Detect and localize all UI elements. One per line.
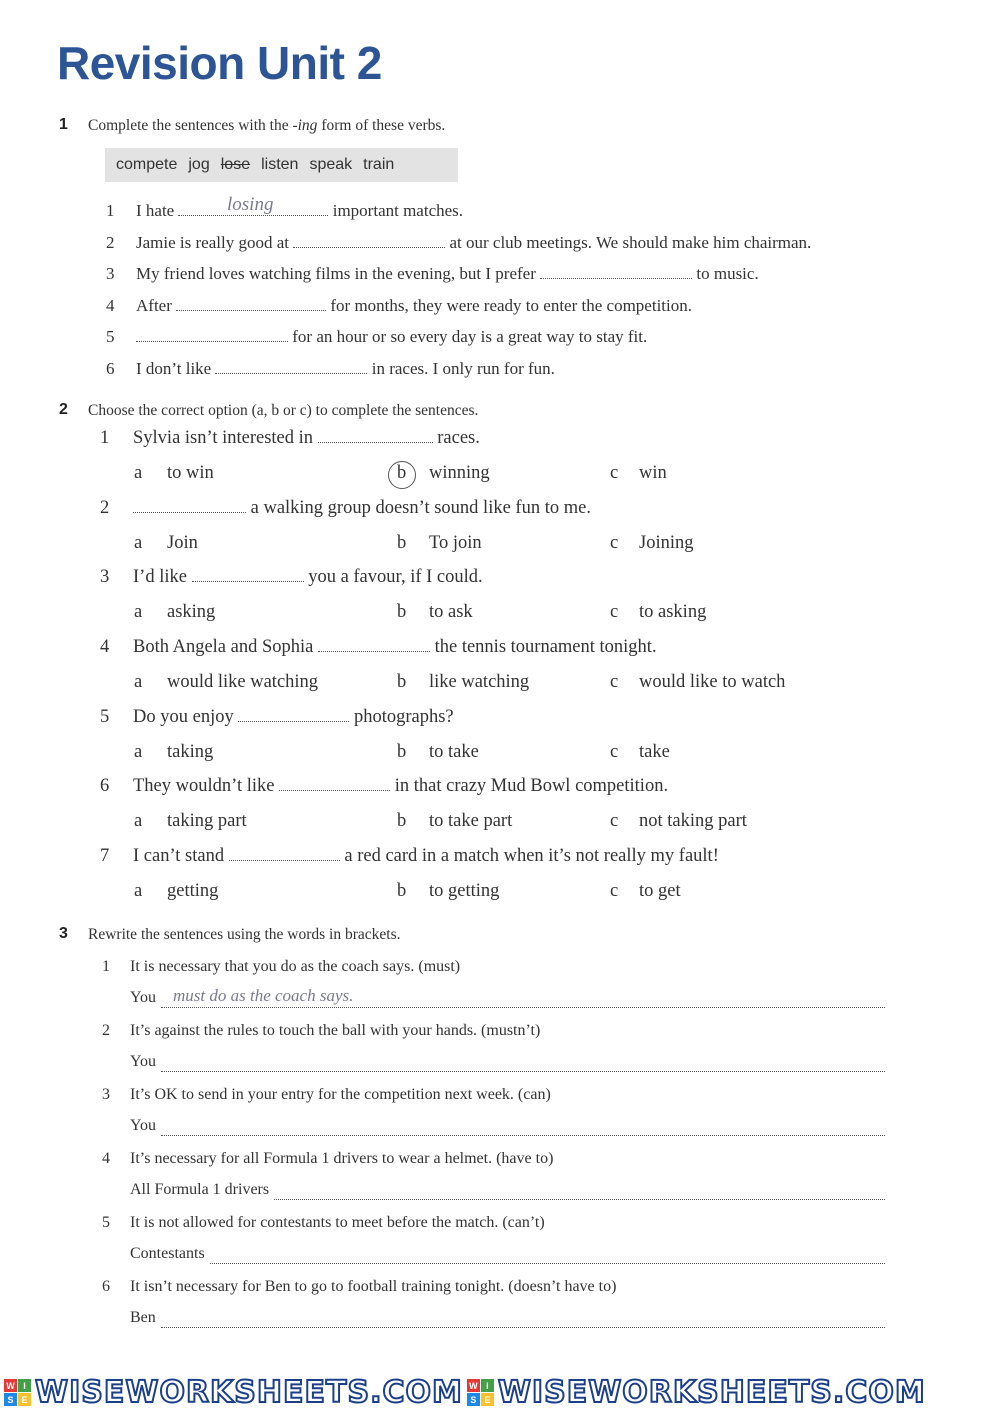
option-letter-c[interactable]: c — [610, 533, 619, 553]
answer-blank[interactable] — [161, 1309, 885, 1328]
page-title: Revision Unit 2 — [57, 37, 382, 89]
item-text: Both Angela and Sophia — [133, 637, 314, 657]
ex3-item-6 — [102, 1278, 616, 1296]
exercise-3-number: 3 — [59, 925, 68, 942]
item-text: I’d like — [133, 567, 187, 587]
option-letter-b[interactable]: b — [397, 533, 407, 553]
item-sentence: It isn’t necessary for Ben to go to football training tonight. (doesn’t have to) — [130, 1278, 617, 1295]
item-text: important matches. — [332, 201, 464, 220]
logo-block: W — [4, 1379, 17, 1392]
watermark-logo-2 — [467, 1375, 926, 1410]
ex2-item-6 — [100, 776, 668, 797]
answer-blank[interactable] — [318, 650, 430, 652]
option-letter-b[interactable]: b — [397, 881, 407, 901]
logo-block: E — [481, 1393, 494, 1406]
option-b-text[interactable]: like watching — [429, 672, 530, 692]
logo-block: S — [467, 1393, 480, 1406]
instruction-text: Complete the sentences with the — [88, 117, 293, 134]
item-text: After — [136, 296, 172, 315]
item-number: 5 — [102, 1214, 110, 1231]
option-a-text[interactable]: would like watching — [167, 672, 319, 692]
answer-blank[interactable] — [161, 1117, 885, 1136]
instruction-ing: -ing — [292, 117, 318, 134]
ex1-item-2 — [106, 233, 811, 253]
item-number: 1 — [102, 958, 110, 975]
option-a-text[interactable]: Join — [167, 533, 198, 553]
option-letter-a[interactable]: a — [134, 742, 143, 762]
answer-blank[interactable] — [133, 511, 246, 513]
option-b-text[interactable]: to take part — [429, 811, 513, 831]
option-b-text[interactable]: winning — [429, 463, 490, 483]
ex3-item-4 — [102, 1150, 553, 1168]
option-letter-c[interactable]: c — [610, 742, 619, 762]
exercise-2-number: 2 — [59, 401, 68, 418]
item-sentence: It’s necessary for all Formula 1 drivers to wear a helmet. (have to) — [130, 1150, 554, 1167]
item-text: for an hour or so every day is a great way to stay fit. — [292, 327, 648, 346]
item-number: 6 — [102, 1278, 110, 1295]
answer-blank[interactable] — [161, 1053, 885, 1072]
option-a-text[interactable]: getting — [167, 881, 219, 901]
exercise-2-instruction: Choose the correct option (a, b or c) to complete the sentences. — [88, 402, 479, 419]
ex3-item-3 — [102, 1086, 551, 1104]
item-text: I don’t like — [136, 359, 212, 378]
answer-blank[interactable] — [318, 441, 433, 443]
item-sentence: It’s OK to send in your entry for the competition next week. (can) — [130, 1086, 551, 1103]
option-letter-a[interactable]: a — [134, 811, 143, 831]
word-speak: speak — [309, 156, 353, 173]
answer-start: Ben — [130, 1309, 156, 1326]
item-sentence: It is necessary that you do as the coach says. (must) — [130, 958, 461, 975]
word-listen: listen — [261, 156, 299, 173]
option-a-text[interactable]: taking — [167, 742, 214, 762]
exercise-1-instruction — [88, 117, 445, 135]
ex1-item-4 — [106, 296, 692, 316]
ex3-answer-line-3 — [130, 1117, 885, 1136]
option-letter-a[interactable]: a — [134, 533, 143, 553]
item-number: 4 — [102, 1150, 110, 1167]
answer-blank[interactable] — [293, 246, 445, 248]
answer-start: You — [130, 989, 156, 1006]
item-number: 6 — [100, 776, 110, 796]
answer-start: You — [130, 1053, 156, 1070]
ex2-item-7 — [100, 846, 719, 867]
option-letter-a[interactable]: a — [134, 602, 143, 622]
option-letter-c[interactable]: c — [610, 881, 619, 901]
option-letter-c[interactable]: c — [610, 602, 619, 622]
item-sentence: It’s against the rules to touch the ball with your hands. (mustn’t) — [130, 1022, 541, 1039]
word-lose: lose — [220, 156, 251, 173]
answer-blank[interactable] — [274, 1181, 885, 1200]
item-number: 3 — [100, 567, 110, 587]
selected-circle-icon — [388, 461, 416, 489]
item-text: in that crazy Mud Bowl competition. — [394, 776, 669, 796]
option-b-text[interactable]: to getting — [429, 881, 500, 901]
answer-blank[interactable] — [279, 789, 390, 791]
ex1-item-6 — [106, 359, 555, 379]
ex2-item-5 — [100, 707, 454, 728]
option-letter-a[interactable]: a — [134, 672, 143, 692]
option-letter-a[interactable]: a — [134, 881, 143, 901]
option-letter-c[interactable]: c — [610, 811, 619, 831]
item-sentence: It is not allowed for contestants to meet before the match. (can’t) — [130, 1214, 545, 1231]
answer-blank[interactable] — [210, 1245, 885, 1264]
item-text: for months, they were ready to enter the competition. — [330, 296, 692, 315]
logo-block: S — [4, 1393, 17, 1406]
answer-blank[interactable] — [540, 277, 692, 279]
answer-start: You — [130, 1117, 156, 1134]
option-letter-c[interactable]: c — [610, 672, 619, 692]
option-letter-b[interactable]: b — [397, 672, 407, 692]
item-text: I hate — [136, 201, 175, 220]
logo-block: E — [18, 1393, 31, 1406]
option-letter-b[interactable]: b — [397, 602, 407, 622]
item-number: 5 — [106, 327, 115, 346]
ex2-item-3 — [100, 567, 483, 588]
item-text: a walking group doesn’t sound like fun to me. — [250, 498, 591, 518]
option-a-text[interactable]: asking — [167, 602, 216, 622]
item-number: 4 — [100, 637, 110, 657]
word-jog: jog — [188, 156, 210, 173]
option-a-text[interactable]: taking part — [167, 811, 247, 831]
option-letter-c[interactable]: c — [610, 463, 619, 483]
option-letter-a[interactable]: a — [134, 463, 143, 483]
item-text: Do you enjoy — [133, 707, 234, 727]
item-text: to music. — [696, 264, 759, 283]
item-number: 4 — [106, 296, 115, 315]
item-number: 7 — [100, 846, 110, 866]
logo-block: I — [18, 1379, 31, 1392]
logo-blocks-icon — [4, 1379, 31, 1406]
item-number: 2 — [102, 1022, 110, 1039]
item-text: Jamie is really good at — [136, 233, 289, 252]
answer-start: Contestants — [130, 1245, 205, 1262]
item-number: 1 — [106, 201, 115, 220]
answer-handwritten: losing — [227, 194, 274, 215]
ex3-answer-line-2 — [130, 1053, 885, 1072]
answer-handwritten: must do as the coach says. — [173, 986, 354, 1005]
option-c-text[interactable]: to get — [639, 881, 681, 901]
logo-block: I — [481, 1379, 494, 1392]
item-number: 6 — [106, 359, 115, 378]
ex3-answer-line-5 — [130, 1245, 885, 1264]
option-b-text[interactable]: to take — [429, 742, 479, 762]
item-text: at our club meetings. We should make him chairman. — [449, 233, 812, 252]
ex1-item-5 — [106, 327, 647, 347]
item-text: photographs? — [353, 707, 454, 727]
item-text: Sylvia isn’t interested in — [133, 428, 314, 448]
option-c-text[interactable]: would like to watch — [639, 672, 786, 692]
instruction-text: form of these verbs. — [317, 117, 446, 134]
option-c-text[interactable]: to asking — [639, 602, 707, 622]
item-text: the tennis tournament tonight. — [434, 637, 657, 657]
word-box — [105, 148, 458, 182]
item-text: in races. I only run for fun. — [371, 359, 555, 378]
item-number: 1 — [100, 428, 110, 448]
logo-block: W — [467, 1379, 480, 1392]
option-letter-b[interactable]: b — [397, 463, 407, 483]
option-letter-b[interactable]: b — [397, 811, 407, 831]
answer-blank[interactable] — [136, 340, 288, 342]
answer-blank[interactable] — [229, 859, 340, 861]
answer-blank[interactable] — [192, 580, 304, 582]
ex2-item-4 — [100, 637, 657, 658]
ex3-item-5 — [102, 1214, 545, 1232]
word-compete: compete — [116, 156, 178, 173]
exercise-3-instruction: Rewrite the sentences using the words in brackets. — [88, 926, 401, 943]
ex2-item-1 — [100, 428, 480, 449]
option-b-text[interactable]: to ask — [429, 602, 473, 622]
item-text: you a favour, if I could. — [308, 567, 483, 587]
ex3-answer-line-6 — [130, 1309, 885, 1328]
option-c-text[interactable]: Joining — [639, 533, 694, 553]
footer-watermark — [0, 1372, 1000, 1413]
answer-blank[interactable] — [238, 720, 349, 722]
answer-start: All Formula 1 drivers — [130, 1181, 270, 1198]
option-b-text[interactable]: To join — [429, 533, 482, 553]
answer-blank[interactable] — [215, 372, 367, 374]
answer-blank[interactable] — [176, 309, 326, 311]
option-letter-b[interactable]: b — [397, 742, 407, 762]
watermark-text: WISEWORKSHEETS.COM — [35, 1375, 463, 1410]
ex1-item-3 — [106, 264, 759, 284]
ex3-answer-line-4 — [130, 1181, 885, 1200]
item-text: They wouldn’t like — [133, 776, 275, 796]
exercise-1-number: 1 — [59, 116, 68, 133]
item-number: 3 — [106, 264, 115, 283]
item-number: 3 — [102, 1086, 110, 1103]
item-text: a red card in a match when it’s not really my fault! — [344, 846, 719, 866]
ex1-item-1 — [106, 201, 463, 221]
option-a-text[interactable]: to win — [167, 463, 214, 483]
option-c-text[interactable]: take — [639, 742, 670, 762]
item-text: races. — [437, 428, 480, 448]
option-c-text[interactable]: not taking part — [639, 811, 747, 831]
item-number: 2 — [106, 233, 115, 252]
ex3-item-1 — [102, 958, 460, 976]
word-train: train — [363, 156, 395, 173]
item-number: 5 — [100, 707, 110, 727]
ex3-item-2 — [102, 1022, 540, 1040]
item-text: My friend loves watching films in the evening, but I prefer — [136, 264, 536, 283]
item-text: I can’t stand — [133, 846, 225, 866]
watermark-text: WISEWORKSHEETS.COM — [497, 1375, 926, 1410]
ex2-item-2 — [100, 498, 591, 519]
item-number: 2 — [100, 498, 110, 518]
option-c-text[interactable]: win — [639, 463, 667, 483]
watermark-logo-1 — [4, 1375, 463, 1410]
logo-blocks-icon — [467, 1379, 494, 1406]
